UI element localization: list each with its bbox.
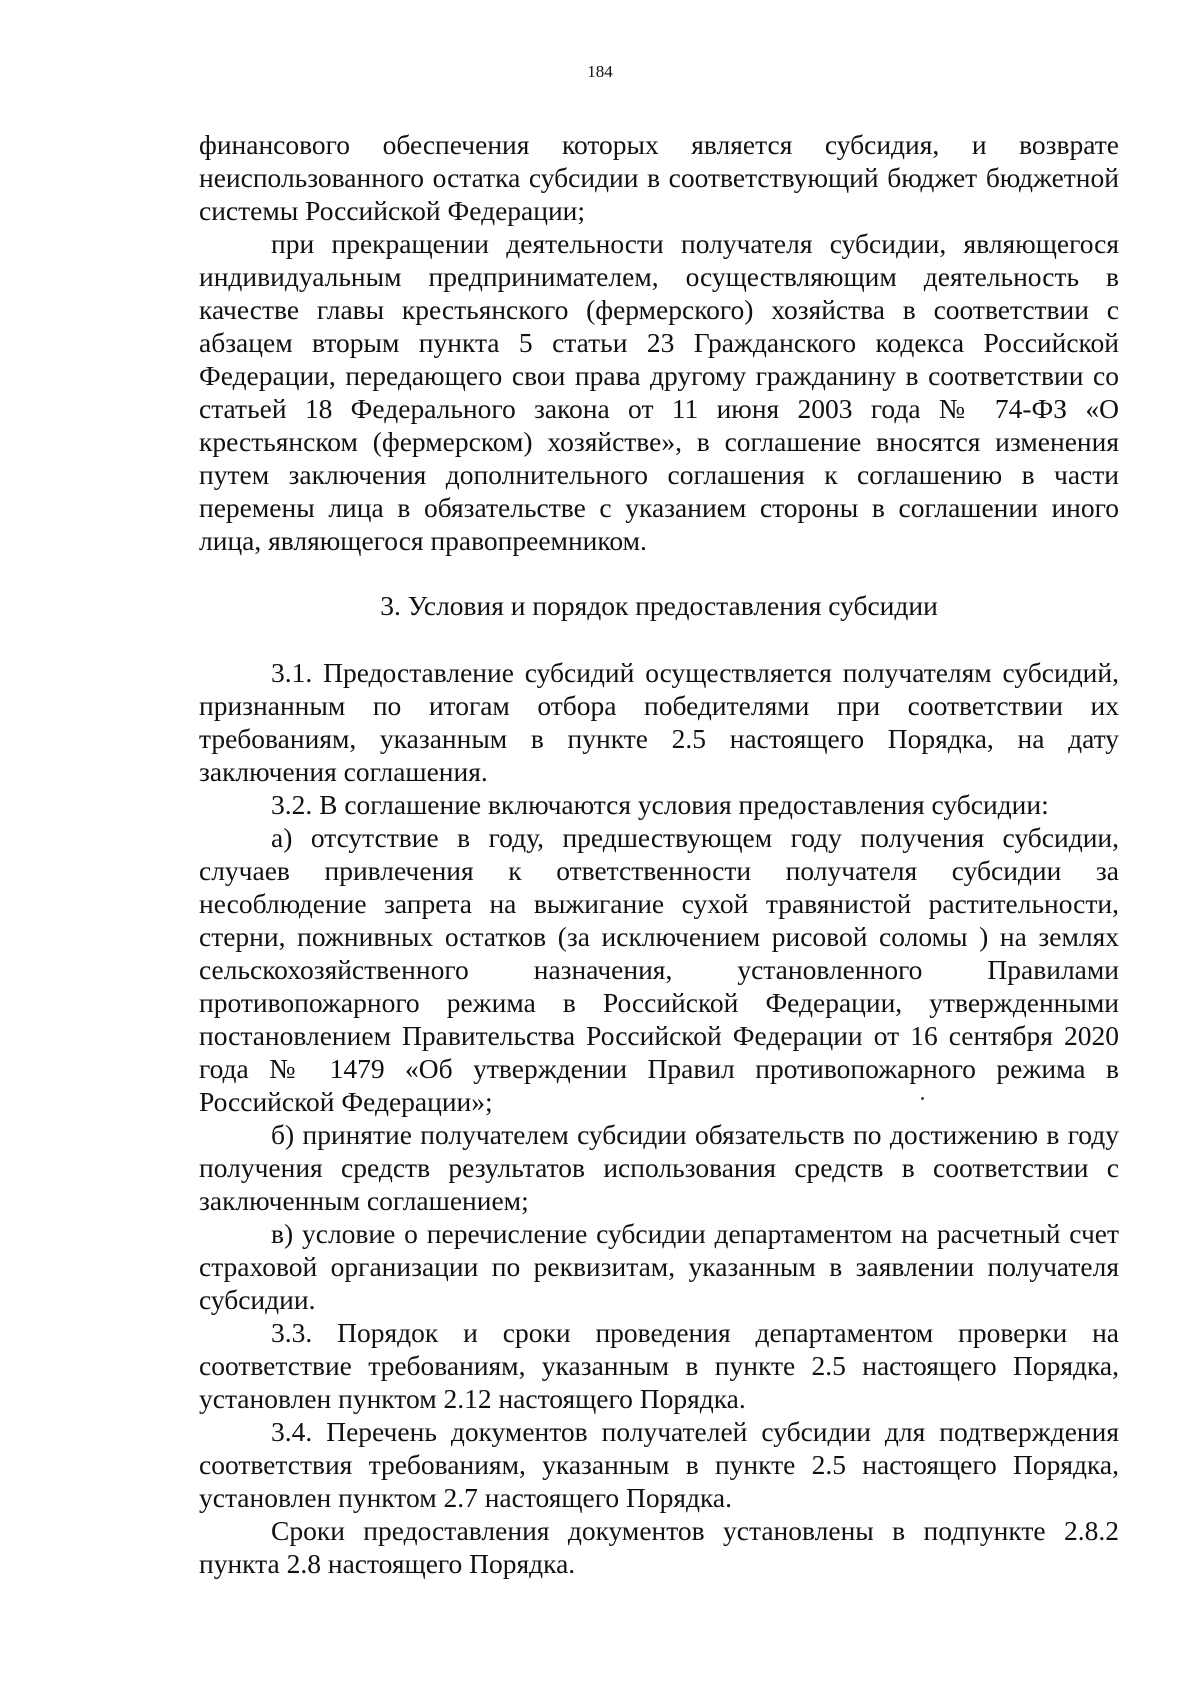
paragraph-3-2-v: в) условие о перечисление субсидии департаментом на расчетный счет страховой организации по реквизитам, указанным в заявлении получателя субсидии. (199, 1218, 1119, 1315)
paragraph-termination: при прекращении деятельности получателя субсидии, являющегося индивидуальным предпринимателем, осуществляющим деятельность в качестве главы крестьянского (фермерского) хозяйства в соответствии с абзацем вторым пункта 5 статьи 23 Гражданского кодекса Российской Федерации, передающего свои права другому гражданину в соответствии со статьей 18 Федерального закона от 11 июня 2003 года № 74-ФЗ «О крестьянском (фермерском) хозяйстве», в соглашение вносятся изменения путем заключения дополнительного соглашения к соглашению в части перемены лица в обязательстве с указанием стороны в соглашении иного лица, являющегося правопреемником. (199, 228, 1119, 556)
paragraph-3-1: 3.1. Предоставление субсидий осуществляется получателям субсидий, признанным по итогам отбора победителями при соответствии их требованиям, указанным в пункте 2.5 настоящего Порядка, на дату заключения соглашения. (199, 657, 1119, 787)
paragraph-3-2-b: б) принятие получателем субсидии обязательств по достижению в году получения средств результатов использования средств в соответствии с заключенным соглашением; (199, 1119, 1119, 1216)
paragraph-3-4: 3.4. Перечень документов получателей субсидии для подтверждения соответствия требованиям, указанным в пункте 2.5 настоящего Порядка, установлен пунктом 2.7 настоящего Порядка. (199, 1416, 1119, 1513)
paragraph-continuation: финансового обеспечения которых является субсидия, и возврате неиспользованного остатка субсидии в соответствующий бюджет бюджетной системы Российской Федерации; (199, 129, 1119, 226)
page-number: 184 (587, 62, 613, 81)
document-body (199, 128, 1119, 1580)
paragraph-3-2: 3.2. В соглашение включаются условия предоставления субсидии: (271, 789, 1049, 820)
section-heading: 3. Условия и порядок предоставления субсидии (380, 590, 938, 621)
scan-speck (921, 1097, 924, 1100)
paragraph-3-3: 3.3. Порядок и сроки проведения департаментом проверки на соответствие требованиям, указанным в пункте 2.5 настоящего Порядка, установлен пунктом 2.12 настоящего Порядка. (199, 1317, 1119, 1414)
paragraph-3-2-a: а) отсутствие в году, предшествующем году получения субсидии, случаев привлечения к ответственности получателя субсидии за несоблюдение запрета на выжигание сухой травянистой растительности, стерни, пожнивных остатков (за исключением рисовой соломы ) на землях сельскохозяйственного назначения, установленного Правилами противопожарного режима в Российской Федерации, утвержденными постановлением Правительства Российской Федерации от 16 сентября 2020 года № 1479 «Об утверждении Правил противопожарного режима в Российской Федерации»; (199, 822, 1119, 1117)
paragraph-deadlines: Сроки предоставления документов установлены в подпункте 2.8.2 пункта 2.8 настоящего Порядка. (199, 1515, 1119, 1579)
